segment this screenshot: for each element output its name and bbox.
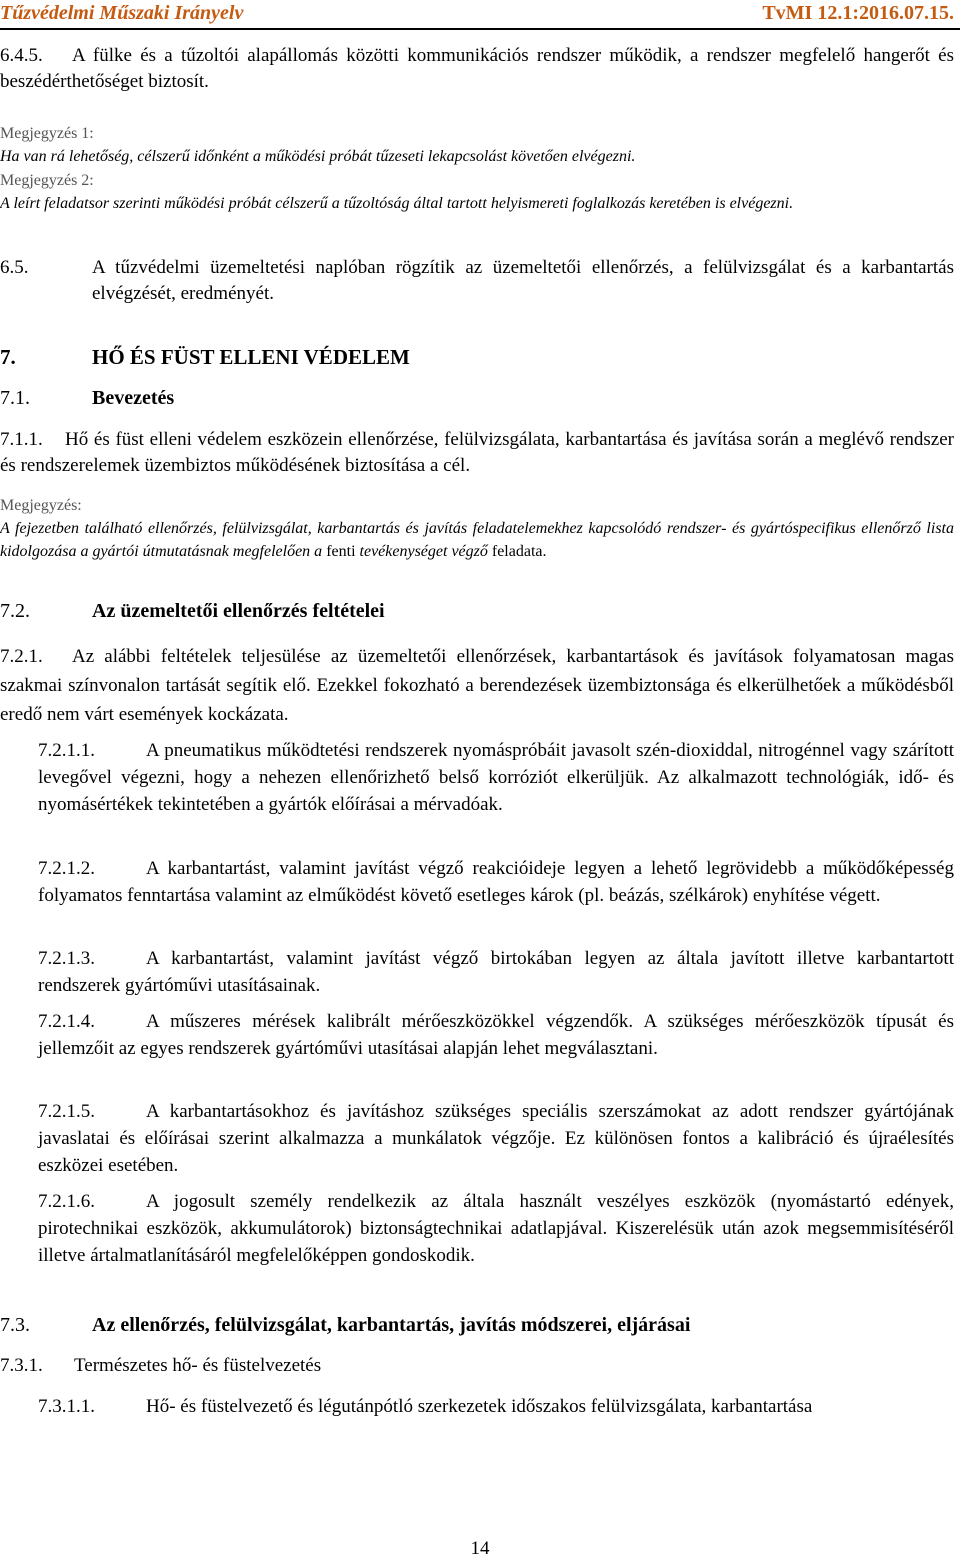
heading-number: 7. <box>0 345 16 369</box>
note-text: Ha van rá lehetőség, célszerű időnként a működési próbát tűzeseti lekapcsolást követően elvégezni. <box>0 148 636 165</box>
note-text-plain: fenti <box>326 543 356 560</box>
heading-number: 7.1. <box>0 387 30 409</box>
heading-title: Bevezetés <box>92 387 175 409</box>
page-header <box>0 0 960 30</box>
note-text-end: feladata. <box>491 543 547 560</box>
item-text: Hő- és füstelvezető és légutánpótló szerkezetek időszakos felülvizsgálata, karbantartása <box>146 1396 813 1417</box>
heading-7-1 <box>0 387 954 410</box>
section-text: Hő és füst elleni védelem eszközein ellenőrzése, felülvizsgálata, karbantartása és javítása során a meglévő rendszer és rendszerelemek üzembiztos működésének biztosítása a cél. <box>0 429 954 476</box>
heading-7-3 <box>0 1314 954 1337</box>
section-number: 6.5. <box>0 257 29 278</box>
header-title: Tűzvédelmi Műszaki Irányelv <box>0 2 244 24</box>
item-text: A műszeres mérések kalibrált mérőeszközökkel végzendők. A szükséges mérőeszközök típusát és jellemzőit az egyes rendszerek gyártóművi utasításai alapján lehet megválasztani. <box>38 1011 954 1059</box>
section-6-4-5 <box>0 43 954 95</box>
section-text: A fülke és a tűzoltói alapállomás közötti kommunikációs rendszer működik, a rendszer megfelelő hangerőt és beszédérthetőséget biztosít. <box>0 45 954 92</box>
heading-7-2 <box>0 600 954 623</box>
item-text: A karbantartásokhoz és javításhoz szükséges speciális szerszámokat az adott rendszer gyártójának javaslatai és előírásai szerint alkalmazza a munkálatok végzője. Ez különösen fontos a kalibráció és újraélesítés eszközei esetében. <box>38 1101 954 1176</box>
item-number: 7.2.1.3. <box>38 948 95 969</box>
item-7-2-1-1 <box>0 737 954 818</box>
item-number: 7.2.1.2. <box>38 858 95 879</box>
item-number: 7.2.1.1. <box>38 740 95 761</box>
item-7-2-1-6 <box>0 1188 954 1269</box>
item-7-3-1-1 <box>0 1393 954 1420</box>
note-text: A leírt feladatsor szerinti működési próbát célszerű a tűzoltóság által tartott helyismereti foglalkozás keretében is elvégezni. <box>0 195 794 212</box>
item-number: 7.3.1.1. <box>38 1396 95 1417</box>
item-text: A jogosult személy rendelkezik az általa használt veszélyes eszközök (nyomástartó edények, pirotechnikai eszközök, akkumulátorok) biztonságtechnikai adatlapjával. Kiszerelésük után azok megsemmisítéséről illetve ártalmatlanításáról megfelelőképpen gondoskodik. <box>38 1191 954 1266</box>
note-label: Megjegyzés 1: <box>0 125 94 142</box>
section-number: 7.1.1. <box>0 429 43 450</box>
section-7-3-1 <box>0 1353 954 1379</box>
item-7-2-1-5 <box>0 1098 954 1179</box>
item-text: A pneumatikus működtetési rendszerek nyomáspróbáit javasolt szén-dioxiddal, nitrogénnel vagy szárított levegővel végezni, hogy a nehezen ellenőrizhető belső korróziót elkerüljük. Az alkalmazott technológiák, idő- és nyomásértékek tekintetében a gyártók előírásai a mérvadóak. <box>38 740 954 815</box>
note-1 <box>0 122 954 168</box>
item-7-2-1-3 <box>0 945 954 999</box>
item-7-2-1-4 <box>0 1008 954 1062</box>
heading-title: Az üzemeltetői ellenőrzés feltételei <box>92 600 385 622</box>
section-text: A tűzvédelmi üzemeltetési naplóban rögzítik az üzemeltetői ellenőrzés, a felülvizsgálat és a karbantartás elvégzését, eredményét. <box>92 257 954 304</box>
heading-title: HŐ ÉS FÜST ELLENI VÉDELEM <box>92 345 410 369</box>
section-title: Természetes hő- és füstelvezetés <box>74 1355 322 1376</box>
section-number: 7.2.1. <box>0 646 43 667</box>
item-text: A karbantartást, valamint javítást végző birtokában legyen az általa javított illetve karbantartott rendszerek gyártóművi utasításainak. <box>38 948 954 996</box>
item-7-2-1-2 <box>0 855 954 909</box>
section-text: Az alábbi feltételek teljesülése az üzemeltetői ellenőrzések, karbantartások és javítások folyamatosan magas szakmai színvonalon tartását segítik elő. Ezekkel fokozható a berendezések üzembiztonsága és elkerülhetőek a működésből eredő nem várt események kockázata. <box>0 646 954 725</box>
note-3 <box>0 494 954 563</box>
section-number: 6.4.5. <box>0 45 43 66</box>
heading-title: Az ellenőrzés, felülvizsgálat, karbantartás, javítás módszerei, eljárásai <box>92 1314 691 1336</box>
section-6-5 <box>0 255 954 307</box>
item-number: 7.2.1.4. <box>38 1011 95 1032</box>
section-7-2-1 <box>0 642 954 729</box>
note-label: Megjegyzés 2: <box>0 172 94 189</box>
section-7-1-1 <box>0 427 954 479</box>
note-label: Megjegyzés: <box>0 497 82 514</box>
note-2 <box>0 169 954 215</box>
heading-number: 7.3. <box>0 1314 30 1336</box>
section-number: 7.3.1. <box>0 1355 43 1376</box>
header-doc-id: TvMI 12.1:2016.07.15. <box>762 2 954 24</box>
item-number: 7.2.1.6. <box>38 1191 95 1212</box>
note-text-cont: tevékenységet végző <box>359 543 488 560</box>
item-text: A karbantartást, valamint javítást végző reakcióideje legyen a lehető legrövidebb a működőképesség folyamatos fenntartása valamint az elműködést követő esetleges károk (pl. beázás, szélkárok) enyhítése végett. <box>38 858 954 906</box>
page-number: 14 <box>470 1538 490 1559</box>
heading-7 <box>0 345 954 370</box>
item-number: 7.2.1.5. <box>38 1101 95 1122</box>
note-text: A fejezetben található ellenőrzés, felülvizsgálat, karbantartás és javítás feladatelemekhez kapcsolódó rendszer- és gyártóspecifikus ellenőrző lista kidolgozása a gyártói útmutatásnak megfelelően a <box>0 520 954 560</box>
heading-number: 7.2. <box>0 600 30 622</box>
